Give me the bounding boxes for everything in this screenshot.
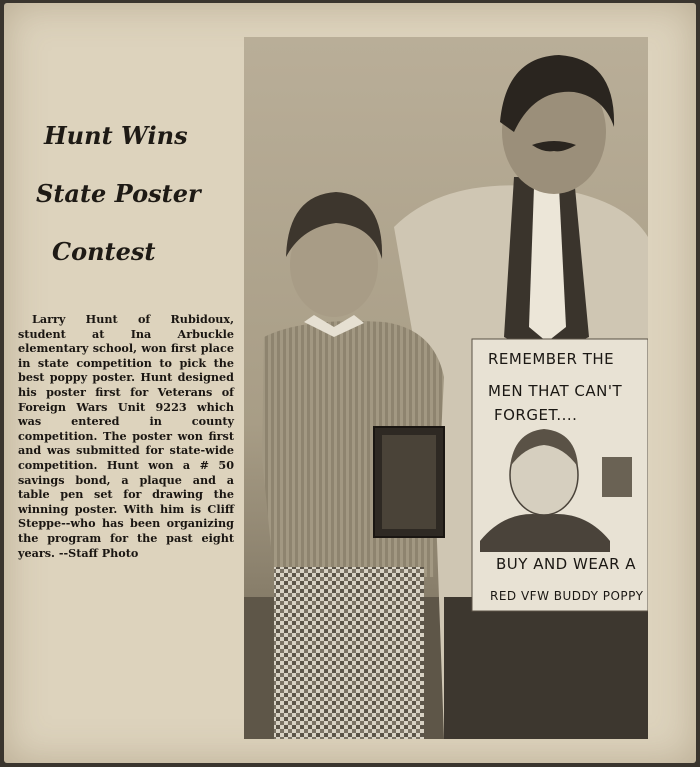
poster-line-2: MEN THAT CAN'T <box>488 382 623 400</box>
newspaper-clipping <box>4 3 696 763</box>
poster-line-4: BUY AND WEAR A <box>496 555 637 573</box>
headline-line-1: Hunt Wins <box>44 121 188 150</box>
poster-line-5: RED VFW BUDDY POPPY <box>490 589 644 603</box>
poster-line-1: REMEMBER THE <box>488 350 615 368</box>
news-photo <box>244 37 648 739</box>
headline-line-2: State Poster <box>36 179 201 208</box>
headline-line-3: Contest <box>52 237 156 266</box>
poster-line-3: FORGET.... <box>494 406 578 424</box>
photo-caption: Larry Hunt of Rubidoux, student at Ina Arbuckle elementary school, won first place in state competition to pick the best poppy poster. Hunt designed his poster first for Veterans of Foreign Wars Unit 9223 which was entered in county competition. The poster won first and was submitted for state-wide competition. Hunt won a # 50 savings bond, a plaque and a table pen set for drawing the winning poster. With him is Cliff Steppe--who has been organizing the program for the past eight years. --Staff Photo <box>18 312 234 560</box>
